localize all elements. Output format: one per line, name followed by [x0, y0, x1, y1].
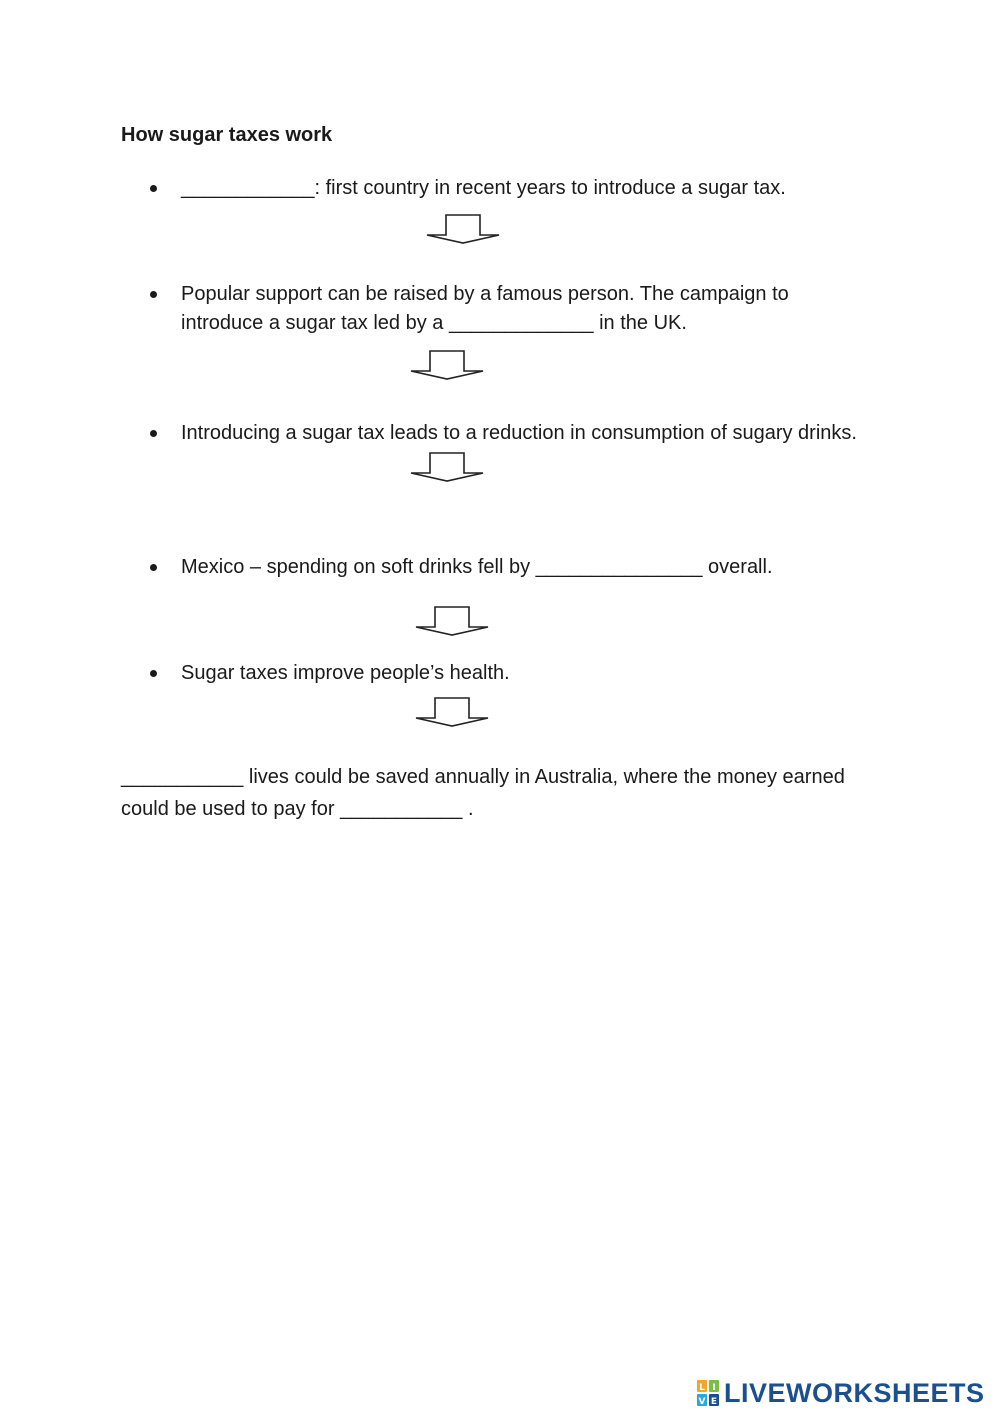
down-arrow-icon	[414, 606, 490, 636]
bullet-icon	[150, 185, 157, 192]
list-item-text: ____________: first country in recent years to introduce a sugar tax.	[181, 177, 786, 199]
svg-text:E: E	[710, 1397, 718, 1406]
list-item	[150, 419, 870, 448]
liveworksheets-logo	[697, 1378, 985, 1408]
list-item	[150, 553, 870, 582]
bullet-icon	[150, 564, 157, 571]
logo-mark-icon	[697, 1380, 721, 1406]
conclusion-text: ___________ lives could be saved annually in Australia, where the money earned could be used to pay for ___________ .	[121, 766, 845, 820]
list-item-text: Introducing a sugar tax leads to a reduction in consumption of sugary drinks.	[181, 422, 857, 444]
list-item	[150, 174, 870, 203]
svg-text:V: V	[698, 1397, 706, 1406]
down-arrow-icon	[414, 697, 490, 727]
list-item	[150, 659, 870, 688]
down-arrow-icon	[425, 214, 501, 244]
svg-text:L: L	[699, 1383, 705, 1393]
down-arrow-icon	[409, 350, 485, 380]
bullet-icon	[150, 670, 157, 677]
list-item-text: Mexico – spending on soft drinks fell by _______________ overall.	[181, 556, 773, 578]
bullet-icon	[150, 291, 157, 298]
list-item-text: Popular support can be raised by a famous person. The campaign to introduce a sugar tax led by a _____________ in the UK.	[181, 283, 789, 334]
bullet-icon	[150, 430, 157, 437]
svg-text:I: I	[712, 1383, 716, 1393]
list-item	[150, 280, 870, 338]
logo-text: LIVEWORKSHEETS	[724, 1378, 985, 1408]
page-title: How sugar taxes work	[121, 124, 333, 146]
list-item-text: Sugar taxes improve people’s health.	[181, 662, 510, 684]
down-arrow-icon	[409, 452, 485, 482]
